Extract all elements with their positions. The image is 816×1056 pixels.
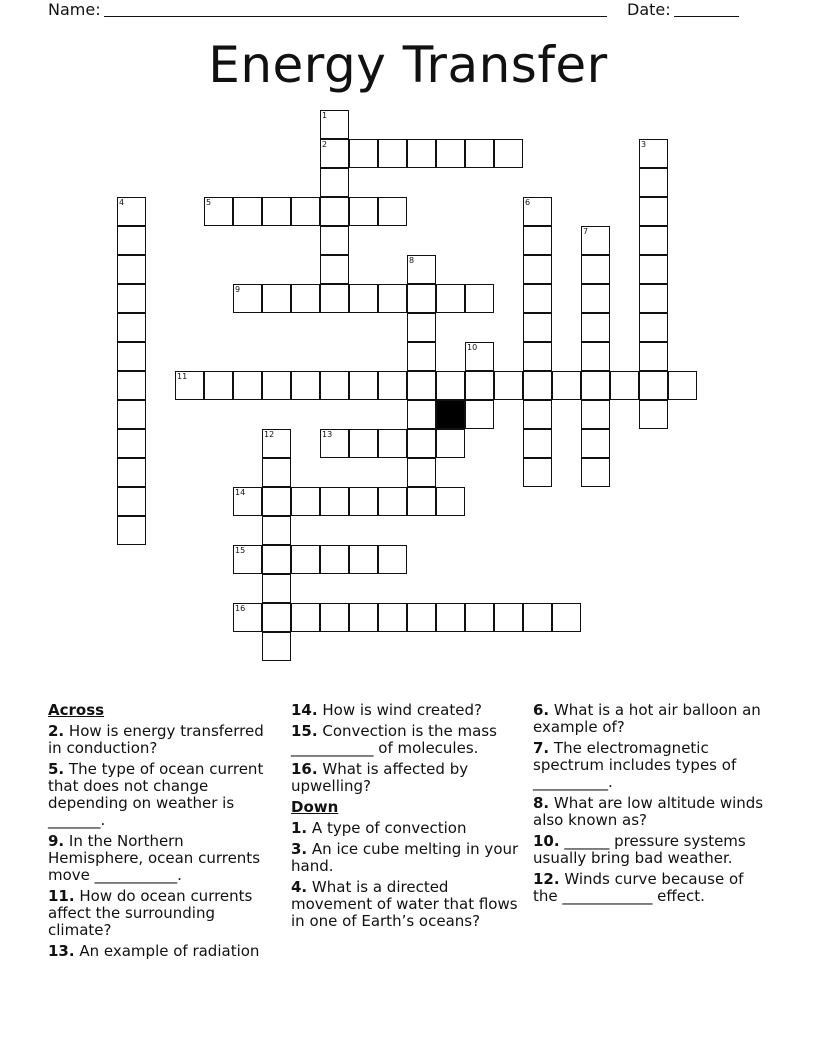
clue-down-6: 6. What is a hot air balloon an example of?	[533, 701, 761, 736]
clue-number: 8	[409, 256, 415, 265]
clue-number: 11	[177, 372, 188, 381]
clue-down-7: 7. The electromagnetic spectrum includes types of __________.	[533, 739, 737, 791]
grid-cell[interactable]	[639, 197, 668, 226]
grid-cell[interactable]	[639, 226, 668, 255]
grid-cell[interactable]	[262, 632, 291, 661]
grid-cell[interactable]	[320, 226, 349, 255]
grid-cell[interactable]	[117, 400, 146, 429]
grid-cell[interactable]	[639, 284, 668, 313]
grid-cell[interactable]	[494, 139, 523, 168]
grid-cell[interactable]	[378, 197, 407, 226]
grid-cell[interactable]	[117, 226, 146, 255]
grid-cell[interactable]	[117, 458, 146, 487]
grid-cell[interactable]	[378, 429, 407, 458]
grid-cell[interactable]	[465, 603, 494, 632]
grid-cell[interactable]	[639, 139, 668, 168]
clue-number: 15	[235, 546, 246, 555]
grid-cell[interactable]	[407, 371, 436, 400]
clue-number: 13	[322, 430, 333, 439]
grid-cell[interactable]	[204, 371, 233, 400]
grid-cell[interactable]	[407, 487, 436, 516]
clue-across-9: 9. In the Northern Hemisphere, ocean currents move ___________.	[48, 832, 261, 884]
grid-cell[interactable]	[291, 603, 320, 632]
clue-number: 7	[583, 227, 589, 236]
grid-cell[interactable]	[581, 284, 610, 313]
grid-cell[interactable]	[523, 603, 552, 632]
grid-cell[interactable]	[407, 458, 436, 487]
grid-cell[interactable]	[581, 255, 610, 284]
grid-cell[interactable]	[233, 487, 262, 516]
clue-down-3: 3. An ice cube melting in your hand.	[291, 840, 519, 875]
grid-cell[interactable]	[262, 487, 291, 516]
grid-cell[interactable]	[117, 284, 146, 313]
grid-cell[interactable]	[117, 371, 146, 400]
grid-cell[interactable]	[233, 284, 262, 313]
grid-cell[interactable]	[378, 545, 407, 574]
grid-cell[interactable]	[320, 487, 349, 516]
grid-cell[interactable]	[320, 255, 349, 284]
grid-cell[interactable]	[465, 342, 494, 371]
grid-cell[interactable]	[320, 284, 349, 313]
grid-cell[interactable]	[639, 400, 668, 429]
grid-cell[interactable]	[465, 139, 494, 168]
grid-cell[interactable]	[117, 255, 146, 284]
grid-cell[interactable]	[262, 545, 291, 574]
grid-cell[interactable]	[552, 603, 581, 632]
grid-cell[interactable]	[291, 197, 320, 226]
grid-cell[interactable]	[291, 284, 320, 313]
grid-cell[interactable]	[262, 574, 291, 603]
grid-cell[interactable]	[175, 371, 204, 400]
clue-number: 6	[525, 198, 531, 207]
grid-cell[interactable]	[581, 226, 610, 255]
grid-cell[interactable]	[436, 139, 465, 168]
clue-number: 16	[235, 604, 246, 613]
grid-cell[interactable]	[494, 371, 523, 400]
clue-across-11: 11. How do ocean currents affect the surrounding climate?	[48, 887, 253, 939]
clue-number: 2	[322, 140, 328, 149]
grid-cell[interactable]	[320, 603, 349, 632]
grid-cell[interactable]	[349, 284, 378, 313]
grid-cell[interactable]	[291, 371, 320, 400]
grid-cell[interactable]	[320, 110, 349, 139]
grid-cell[interactable]	[233, 603, 262, 632]
grid-cell[interactable]	[349, 487, 378, 516]
clue-across-16: 16. What is affected by upwelling?	[291, 760, 469, 795]
grid-cell[interactable]	[378, 284, 407, 313]
clue-down-12: 12. Winds curve because of the ____________ effect.	[533, 870, 744, 905]
grid-cell[interactable]	[378, 371, 407, 400]
grid-cell[interactable]	[668, 371, 697, 400]
grid-cell[interactable]	[349, 545, 378, 574]
grid-cell[interactable]	[349, 139, 378, 168]
grid-cell[interactable]	[581, 400, 610, 429]
grid-cell[interactable]	[407, 255, 436, 284]
grid-cell[interactable]	[581, 313, 610, 342]
grid-cell[interactable]	[233, 371, 262, 400]
grid-cell[interactable]	[407, 429, 436, 458]
grid-cell[interactable]	[262, 458, 291, 487]
clue-down-4: 4. What is a directed movement of water that flows in one of Earth’s oceans?	[291, 878, 518, 930]
clues-column-2	[291, 702, 523, 934]
grid-cell[interactable]	[378, 603, 407, 632]
grid-cell[interactable]	[262, 197, 291, 226]
grid-cell[interactable]	[581, 371, 610, 400]
grid-cell[interactable]	[610, 371, 639, 400]
grid-cell[interactable]	[407, 139, 436, 168]
clue-across-14: 14. How is wind created?	[291, 701, 482, 719]
grid-cell[interactable]	[639, 168, 668, 197]
clues-column-3	[533, 702, 765, 909]
grid-cell[interactable]	[523, 342, 552, 371]
grid-cell[interactable]	[262, 284, 291, 313]
grid-cell[interactable]	[320, 371, 349, 400]
grid-cell[interactable]	[262, 516, 291, 545]
clue-across-15: 15. Convection is the mass ___________ of molecules.	[291, 722, 497, 757]
clue-across-13: 13. An example of radiation	[48, 942, 260, 960]
grid-cell[interactable]	[262, 371, 291, 400]
grid-cell[interactable]	[117, 197, 146, 226]
shaded-cell	[436, 400, 465, 429]
grid-cell[interactable]	[117, 516, 146, 545]
clue-number: 12	[264, 430, 275, 439]
grid-cell[interactable]	[581, 342, 610, 371]
grid-cell[interactable]	[349, 603, 378, 632]
down-heading: Down	[291, 798, 339, 816]
grid-cell[interactable]	[523, 313, 552, 342]
grid-cell[interactable]	[320, 429, 349, 458]
name-label: Name:	[48, 0, 101, 19]
grid-cell[interactable]	[465, 400, 494, 429]
clue-number: 9	[235, 285, 241, 294]
grid-cell[interactable]	[436, 371, 465, 400]
grid-cell[interactable]	[523, 400, 552, 429]
grid-cell[interactable]	[407, 284, 436, 313]
grid-cell[interactable]	[291, 487, 320, 516]
grid-cell[interactable]	[465, 371, 494, 400]
clues-column-1	[48, 702, 276, 964]
across-heading: Across	[48, 701, 105, 719]
grid-cell[interactable]	[581, 458, 610, 487]
grid-cell[interactable]	[349, 197, 378, 226]
grid-cell[interactable]	[407, 400, 436, 429]
clue-number: 1	[322, 111, 328, 120]
grid-cell[interactable]	[523, 371, 552, 400]
grid-cell[interactable]	[465, 284, 494, 313]
grid-cell[interactable]	[233, 197, 262, 226]
clue-number: 4	[119, 198, 125, 207]
page-title: Energy Transfer	[208, 36, 608, 94]
clue-down-1: 1. A type of convection	[291, 819, 467, 837]
grid-cell[interactable]	[523, 197, 552, 226]
grid-cell[interactable]	[436, 603, 465, 632]
grid-cell[interactable]	[407, 342, 436, 371]
grid-cell[interactable]	[639, 342, 668, 371]
grid-cell[interactable]	[523, 458, 552, 487]
grid-cell[interactable]	[436, 429, 465, 458]
clue-across-5: 5. The type of ocean current that does not change depending on weather is _______.	[48, 760, 264, 829]
grid-cell[interactable]	[552, 371, 581, 400]
grid-cell[interactable]	[320, 197, 349, 226]
grid-cell[interactable]	[233, 545, 262, 574]
grid-cell[interactable]	[494, 603, 523, 632]
grid-cell[interactable]	[523, 284, 552, 313]
clue-number: 3	[641, 140, 647, 149]
clue-number: 5	[206, 198, 212, 207]
grid-cell[interactable]	[349, 429, 378, 458]
grid-cell[interactable]	[117, 342, 146, 371]
clue-across-2: 2. How is energy transferred in conduction?	[48, 722, 264, 757]
grid-cell[interactable]	[639, 371, 668, 400]
grid-cell[interactable]	[117, 487, 146, 516]
clue-number: 14	[235, 488, 246, 497]
grid-cell[interactable]	[262, 603, 291, 632]
grid-cell[interactable]	[523, 429, 552, 458]
grid-cell[interactable]	[523, 226, 552, 255]
grid-cell[interactable]	[349, 371, 378, 400]
grid-cell[interactable]	[204, 197, 233, 226]
clue-number: 10	[467, 343, 478, 352]
clue-down-8: 8. What are low altitude winds also known as?	[533, 794, 764, 829]
grid-cell[interactable]	[378, 487, 407, 516]
grid-cell[interactable]	[262, 429, 291, 458]
grid-cell[interactable]	[639, 255, 668, 284]
grid-cell[interactable]	[436, 284, 465, 313]
date-label: Date:	[627, 0, 671, 19]
grid-cell[interactable]	[581, 429, 610, 458]
grid-cell[interactable]	[523, 255, 552, 284]
grid-cell[interactable]	[117, 429, 146, 458]
clue-down-10: 10. ______ pressure systems usually bring bad weather.	[533, 832, 746, 867]
grid-cell[interactable]	[639, 313, 668, 342]
grid-cell[interactable]	[320, 139, 349, 168]
grid-cell[interactable]	[407, 313, 436, 342]
grid-cell[interactable]	[378, 139, 407, 168]
grid-cell[interactable]	[291, 545, 320, 574]
grid-cell[interactable]	[117, 313, 146, 342]
grid-cell[interactable]	[320, 168, 349, 197]
grid-cell[interactable]	[407, 603, 436, 632]
grid-cell[interactable]	[320, 545, 349, 574]
grid-cell[interactable]	[436, 487, 465, 516]
